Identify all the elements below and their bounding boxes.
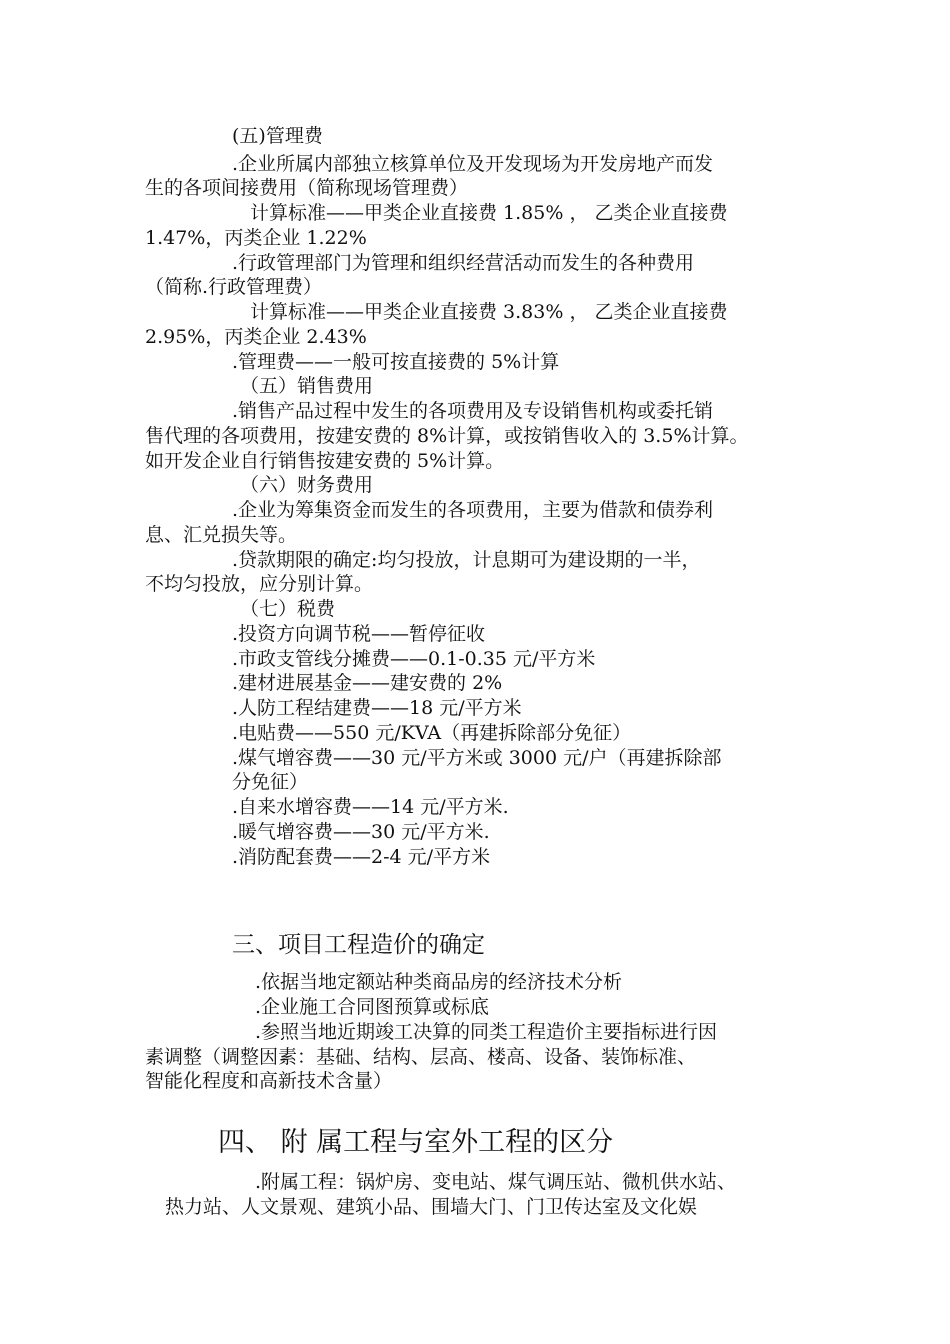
list-item: .人防工程结建费——18 元/平方米 (232, 697, 522, 719)
paragraph-line: .附属工程：锅炉房、变电站、煤气调压站、微机供水站、 (255, 1171, 737, 1193)
paragraph-line: 热力站、人文景观、建筑小品、围墙大门、门卫传达室及文化娱 (165, 1196, 698, 1218)
subsection-heading-finance-fee: （六）财务费用 (240, 474, 374, 496)
subsection-heading-management-fee: (五)管理费 (232, 125, 323, 147)
paragraph-line: 计算标准——甲类企业直接费 1.85% ， 乙类企业直接费 (250, 202, 728, 224)
paragraph-line: .参照当地近期竣工决算的同类工程造价主要指标进行因 (255, 1021, 718, 1043)
paragraph-line: .依据当地定额站种类商品房的经济技术分析 (255, 971, 623, 993)
section-heading-4: 四、 附 属工程与室外工程的区分 (218, 1127, 614, 1158)
paragraph-line: 智能化程度和高新技术含量） (145, 1070, 393, 1092)
list-item: .自来水增容费——14 元/平方米. (232, 796, 509, 818)
paragraph-line: 不均匀投放，应分别计算。 (145, 573, 374, 595)
list-item: .市政支管线分摊费——0.1-0.35 元/平方米 (232, 648, 596, 670)
paragraph-line: .企业为筹集资金而发生的各项费用，主要为借款和债券利 (232, 499, 714, 521)
paragraph-line: .企业所属内部独立核算单位及开发现场为开发房地产而发 (232, 153, 714, 175)
paragraph-line: 1.47%，丙类企业 1.22% (145, 227, 367, 249)
paragraph-line: 如开发企业自行销售按建安费的 5%计算。 (145, 450, 505, 472)
list-item: .消防配套费——2-4 元/平方米 (232, 846, 491, 868)
paragraph-line: 息、汇兑损失等。 (145, 524, 298, 546)
paragraph-line: 素调整（调整因素：基础、结构、层高、楼高、设备、装饰标准、 (145, 1046, 697, 1068)
list-item: .投资方向调节税——暂停征收 (232, 623, 486, 645)
paragraph-line: 2.95%，丙类企业 2.43% (145, 326, 367, 348)
section-heading-3: 三、项目工程造价的确定 (232, 932, 485, 958)
list-item: .暖气增容费——30 元/平方米. (232, 821, 490, 843)
paragraph-line: .行政管理部门为管理和组织经营活动而发生的各种费用 (232, 252, 695, 274)
paragraph-line: .管理费——一般可按直接费的 5%计算 (232, 351, 560, 373)
subsection-heading-taxes: （七）税费 (240, 598, 336, 620)
list-item: .煤气增容费——30 元/平方米或 3000 元/户（再建拆除部 (232, 747, 722, 769)
paragraph-line: 计算标准——甲类企业直接费 3.83% ， 乙类企业直接费 (250, 301, 728, 323)
subsection-heading-sales-fee: （五）销售费用 (240, 375, 374, 397)
paragraph-line: .贷款期限的确定:均匀投放，计息期可为建设期的一半， (232, 549, 701, 571)
paragraph-line: .企业施工合同图预算或标底 (255, 996, 490, 1018)
paragraph-line: 生的各项间接费用（简称现场管理费） (145, 177, 469, 199)
list-item: .建材进展基金——建安费的 2% (232, 672, 503, 694)
list-item-continuation: 分免征） (232, 771, 309, 793)
paragraph-line: （简称.行政管理费） (145, 276, 323, 298)
list-item: .电贴费——550 元/KVA（再建拆除部分免征） (232, 722, 632, 744)
paragraph-line: .销售产品过程中发生的各项费用及专设销售机构或委托销 (232, 400, 714, 422)
paragraph-line: 售代理的各项费用，按建安费的 8%计算，或按销售收入的 3.5%计算。 (145, 425, 749, 447)
